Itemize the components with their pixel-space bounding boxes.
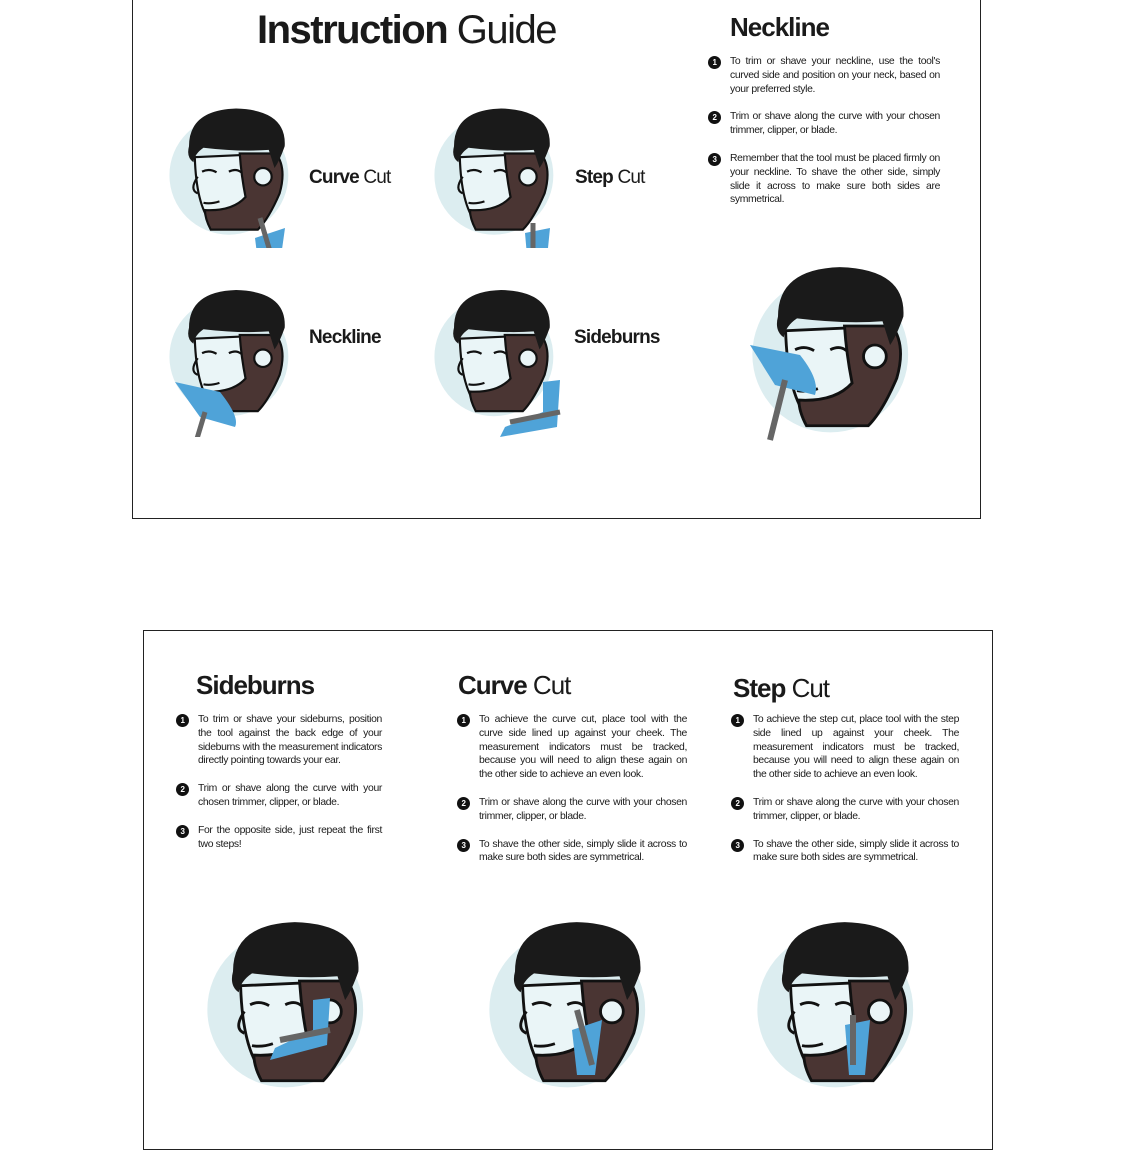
step-item [457,713,687,782]
step-number-badge: 2 [731,797,744,810]
thumbnail-label-step-cut: Step Cut [575,167,645,188]
step-text: For the opposite side, just repeat the first two steps! [198,824,382,850]
page-title: Instruction Guide [257,8,557,52]
step-item [457,796,687,824]
neckline-heading: Neckline [730,12,829,42]
step-item [708,152,940,207]
step-item [457,838,687,866]
neckline-illustration [740,225,930,465]
step-number-badge: 3 [731,839,744,852]
curve-cut-steps [457,713,687,879]
step-number-badge: 1 [457,714,470,727]
step-number-badge: 2 [457,797,470,810]
step-number-badge: 2 [708,111,721,124]
step-number-badge: 2 [176,783,189,796]
step-text: To achieve the step cut, place tool with the step side lined up against your cheek. The measurement indicators must be tracked, because you will need to align these again on the other side to achieve an even look. [753,714,959,781]
step-item [176,824,382,852]
step-text: To trim or shave your sideburns, position the tool against the back edge of your sideburns with the measurement indicators directly pointing towards your ear. [198,714,382,767]
curve-cut-illustration [477,880,667,1120]
step-text: Trim or shave along the curve with your chosen trimmer, clipper, or blade. [198,783,382,808]
thumbnail-label-curve-cut: Curve Cut [309,167,391,188]
step-number-badge: 1 [731,714,744,727]
step-cut-heading: Step Cut [733,673,830,703]
sideburns-steps [176,713,382,865]
step-number-badge: 3 [176,825,189,838]
step-text: To shave the other side, simply slide it across to make sure both sides are symmetrical. [753,838,959,864]
step-item [731,838,959,866]
curve-cut-heading: Curve Cut [458,670,571,700]
curve-cut-thumbnail-illustration [160,88,305,248]
neckline-steps [708,55,940,221]
step-text: Trim or shave along the curve with your chosen trimmer, clipper, or blade. [753,796,959,822]
sideburns-heading: Sideburns [196,670,315,700]
step-cut-illustration [745,880,935,1120]
step-text: To achieve the curve cut, place tool with the curve side lined up against your cheek. The measurement indicators must be tracked, because you will need to align these again on the other side to achieve an even look. [479,714,687,781]
step-item [176,713,382,768]
step-text: To trim or shave your neckline, use the tool's curved side and position on your neck, based on your preferred style. [730,56,940,95]
step-item [731,713,959,782]
step-text: Remember that the tool must be placed firmly on your neckline. To shave the other side, simply slide it across to make sure both sides are symmetrical. [730,152,940,206]
thumbnail-label-sideburns: Sideburns [574,327,660,348]
sideburns-thumbnail-illustration [425,262,570,437]
step-text: To shave the other side, simply slide it across to make sure both sides are symmetrical. [479,838,687,864]
step-number-badge: 3 [457,839,470,852]
step-number-badge: 3 [708,153,721,166]
step-number-badge: 1 [176,714,189,727]
step-number-badge: 1 [708,56,721,69]
step-cut-thumbnail-illustration [425,88,570,248]
step-item [708,55,940,96]
neckline-thumbnail-illustration [160,262,305,437]
step-item [731,796,959,824]
step-cut-steps [731,713,959,879]
step-item [708,110,940,138]
thumbnail-label-neckline: Neckline [309,327,381,348]
step-text: Trim or shave along the curve with your chosen trimmer, clipper, or blade. [479,796,687,822]
step-item [176,782,382,810]
step-text: Trim or shave along the curve with your chosen trimmer, clipper, or blade. [730,111,940,137]
sideburns-illustration [195,880,385,1120]
